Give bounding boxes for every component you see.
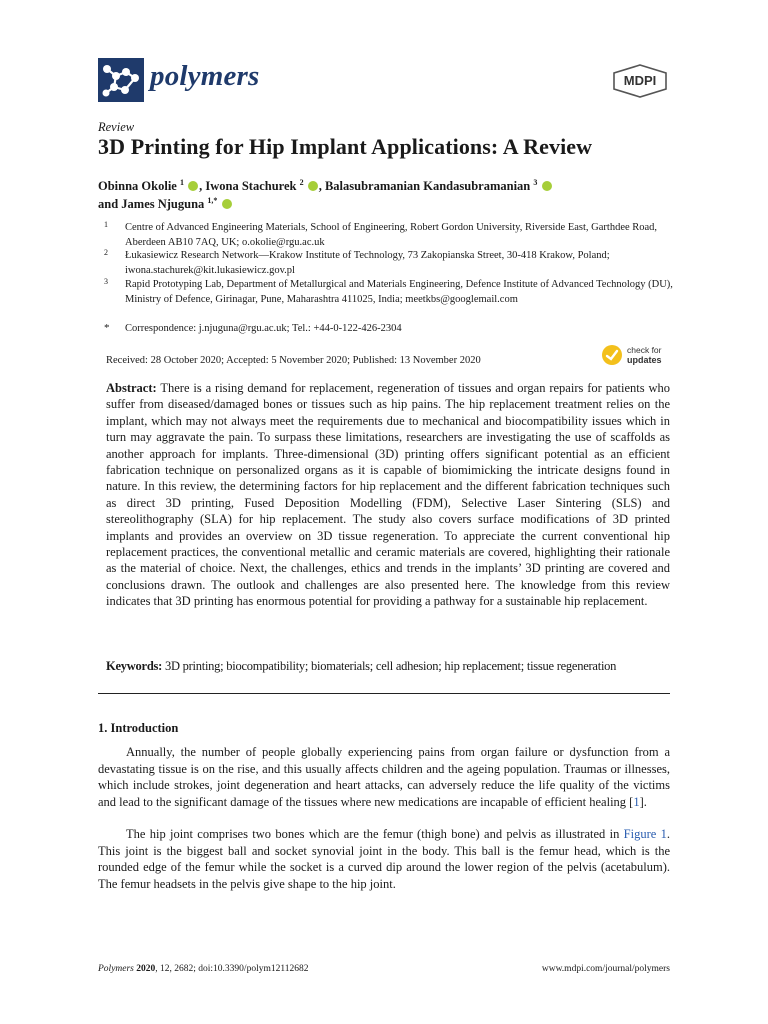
orcid-icon[interactable] (222, 199, 232, 209)
article-type: Review (98, 120, 135, 134)
abstract (106, 380, 670, 610)
publisher-name: MDPI (623, 73, 657, 88)
keywords-text: 3D printing; biocompatibility; biomaterials; cell adhesion; hip replacement; tissue regeneration (164, 659, 617, 673)
affiliation (98, 220, 678, 250)
author-name[interactable]: Obinna Okolie (98, 179, 177, 193)
orcid-icon[interactable] (308, 181, 318, 191)
author-name[interactable]: Balasubramanian Kandasubramanian (324, 179, 531, 193)
footer-url-link[interactable]: www.mdpi.com/journal/polymers (541, 964, 670, 974)
affiliation-text: Centre of Advanced Engineering Materials, School of Engineering, Robert Gordon University, Riverside East, Garthdee Road, Aberdeen AB10 7AQ, UK; o.okolie@rgu.ac.uk (125, 222, 658, 248)
author-list: Obinna Okolie $^1$ , Iwona Stachurek $^2$ , Balasubramanian Kandasubramanian $^3$ (98, 178, 553, 194)
author-name[interactable]: James Njuguna (121, 197, 205, 211)
affiliation-text: Łukasiewicz Research Network—Krakow Institute of Technology, 73 Zakopianska Street, 30-418 Krakow, Poland; iwona.stachurek@kit.lukasiewicz.gov.pl (125, 250, 610, 276)
orcid-icon[interactable] (542, 181, 552, 191)
check-updates-line1: check for (627, 345, 662, 355)
figure-link[interactable]: Figure 1 (623, 827, 667, 841)
affiliation (98, 277, 678, 307)
and-word: and (98, 197, 119, 211)
footer-year: 2020 (136, 964, 156, 974)
keywords (106, 658, 670, 674)
affiliation-number: 1 (104, 220, 108, 229)
paragraph-text-end: ]. (639, 794, 647, 809)
mdpi-logo (612, 64, 668, 98)
paragraph-text: Annually, the number of people globally experiencing pains from organ failure or dysfunction from a devastating tissue is on the rise, and this usually affects children and the ageing population. Traumas or illnesses, which include strokes, joint degeneration and heart attacks, can adversely reduce the life quality of the victims and lead to the significant damage of the tissues where new medications are incapable of efficient healing [ (98, 745, 670, 809)
correspondence (98, 321, 678, 336)
correspondence-text: Correspondence: j.njuguna@rgu.ac.uk; Tel.: +44-0-122-426-2304 (125, 323, 402, 334)
orcid-icon[interactable] (188, 181, 198, 191)
author-name[interactable]: Iwona Stachurek (205, 179, 297, 193)
author-affiliation-mark: 2 (299, 178, 304, 187)
citation-link[interactable]: 1 (633, 794, 640, 809)
author-affiliation-mark: 3 (533, 178, 538, 187)
abstract-label: Abstract: (106, 381, 157, 395)
affiliation-number: 3 (104, 277, 108, 286)
check-for-updates-button[interactable] (601, 344, 673, 368)
article-title: 3D Printing for Hip Implant Applications: A Review (98, 134, 593, 159)
author-affiliation-mark: 1 (179, 178, 184, 187)
check-updates-icon (601, 344, 623, 366)
body-paragraph (98, 826, 670, 892)
polymers-logo-icon (98, 58, 144, 102)
affiliation-text: Rapid Prototyping Lab, Department of Metallurgical and Materials Engineering, Defence Institute of Advanced Technology (DU), Ministry of Defence, Girinagar, Pune, Maharashtra 411025, India; meetkbs@googlemail.com (125, 279, 673, 305)
paragraph-text: The hip joint comprises two bones which are the femur (thigh bone) and pelvis as illustrated in (126, 827, 624, 841)
journal-name: polymers (150, 60, 260, 92)
footer-journal: Polymers (98, 964, 134, 974)
keywords-label: Keywords: (106, 659, 163, 673)
affiliation-number: 2 (104, 248, 108, 257)
author-affiliation-mark: 1,* (207, 196, 218, 205)
footer-details: , 12, 2682; doi:10.3390/polym12112682 (155, 964, 309, 974)
paragraph-text-rest: . This joint is the biggest ball and socket synovial joint in the body. This ball is the femur head, which is the rounded edge of the femur while the socket is a curved dip around the lower region of the pelvis (acetabulum). The femur headsets in the pelvis give shape to the hip joint. (98, 827, 670, 891)
author-list-continued (98, 196, 233, 212)
affiliation (98, 248, 678, 278)
footer-citation (98, 964, 309, 974)
body-paragraph (98, 744, 670, 810)
section-divider (98, 693, 670, 694)
correspondence-mark: * (104, 322, 110, 334)
section-heading: 1. Introduction (98, 721, 179, 735)
abstract-text: There is a rising demand for replacement, regeneration of tissues and organ repairs for patients who suffer from diseased/damaged bones or tissues such as hip pains. The hip replacement treatment relies on the implant, which may not always meet the requirements due to mechanical and biocompatibility issues which in turn may aggravate the pain. To surpass these limitations, researchers are investigating the use of scaffolds as another approach for implants. Three-dimensional (3D) printing offers significant potential as an efficient fabrication technique on personalized organs as it is capable of biomimicking the intricate designs found in nature. In this review, the determining factors for hip replacement and the different fabrication techniques such as direct 3D printing, Fused Deposition Modelling (FDM), Selective Laser Sintering (SLS) and stereolithography (SLA) for hip replacement. The study also covers surface modifications of 3D printed implants and provides an overview on 3D tissue regeneration. To appreciate the current conventional hip replacement practices, the conventional metallic and ceramic materials are covered, highlighting their rationale as the material of choice. Next, the challenges, ethics and trends in the implants’ 3D printing are covered and conclusions drawn. The outlook and challenges are also presented here. The knowledge from this review indicates that 3D printing has enormous potential for providing a pathway for a sustainable hip replacement. (106, 381, 670, 609)
check-updates-line2: updates (627, 355, 662, 365)
publication-dates: Received: 28 October 2020; Accepted: 5 November 2020; Published: 13 November 2020 (106, 355, 481, 366)
